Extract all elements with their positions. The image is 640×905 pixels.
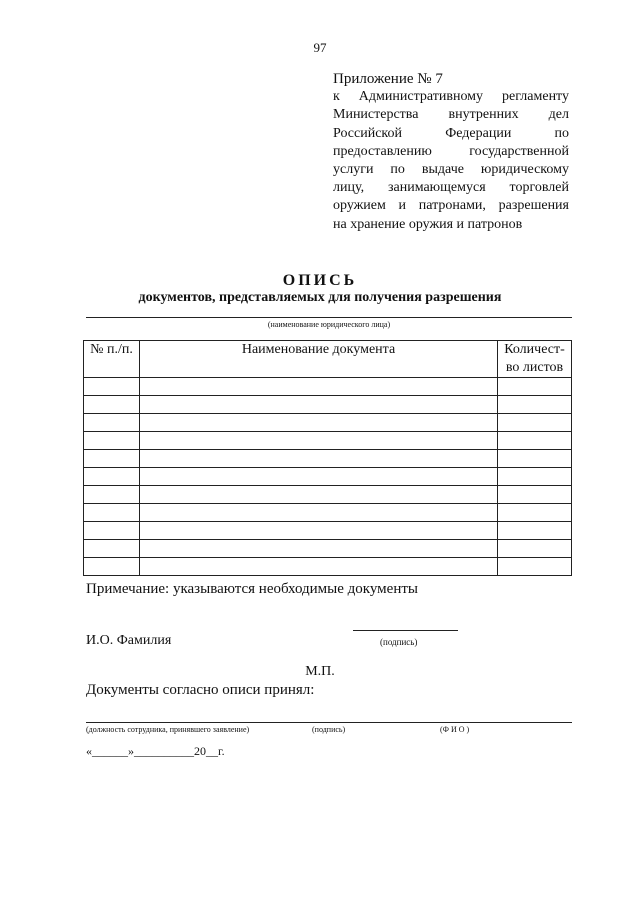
table-row	[84, 504, 572, 522]
organization-name-line[interactable]	[86, 317, 572, 318]
organization-name-caption: (наименование юридического лица)	[267, 320, 391, 329]
cell-document-name[interactable]	[140, 414, 498, 432]
cell-number[interactable]	[84, 540, 140, 558]
position-caption: (должность сотрудника, принявшего заявление)	[86, 725, 250, 734]
appendix-block	[333, 70, 569, 234]
cell-sheet-count[interactable]	[498, 450, 572, 468]
table-row	[84, 486, 572, 504]
appendix-line: услуги по выдаче юридическому	[333, 162, 569, 178]
receiver-line[interactable]	[86, 722, 572, 723]
cell-sheet-count[interactable]	[498, 522, 572, 540]
cell-document-name[interactable]	[140, 504, 498, 522]
cell-sheet-count[interactable]	[498, 558, 572, 576]
cell-number[interactable]	[84, 558, 140, 576]
cell-document-name[interactable]	[140, 468, 498, 486]
cell-document-name[interactable]	[140, 486, 498, 504]
signature-line[interactable]	[353, 630, 458, 631]
header-number: № п./п.	[84, 341, 140, 378]
accepted-label: Документы согласно описи принял:	[86, 682, 315, 698]
page-number: 97	[313, 40, 327, 55]
cell-sheet-count[interactable]	[498, 432, 572, 450]
cell-number[interactable]	[84, 378, 140, 396]
appendix-line: оружием и патронами, разрешения	[333, 198, 569, 214]
table-row	[84, 432, 572, 450]
appendix-title: Приложение № 7	[333, 71, 443, 87]
appendix-line: Российской Федерации по	[333, 125, 569, 141]
table-row	[84, 522, 572, 540]
table-row	[84, 468, 572, 486]
table-row	[84, 450, 572, 468]
cell-sheet-count[interactable]	[498, 414, 572, 432]
cell-number[interactable]	[84, 414, 140, 432]
appendix-line: предоставлению государственной	[333, 143, 569, 159]
appendix-line: Министерства внутренних дел	[333, 107, 569, 123]
cell-document-name[interactable]	[140, 540, 498, 558]
appendix-line: к Административному регламенту	[333, 89, 569, 105]
table-row	[84, 540, 572, 558]
cell-document-name[interactable]	[140, 432, 498, 450]
cell-sheet-count[interactable]	[498, 504, 572, 522]
cell-document-name[interactable]	[140, 522, 498, 540]
cell-sheet-count[interactable]	[498, 486, 572, 504]
table-row	[84, 396, 572, 414]
cell-sheet-count[interactable]	[498, 396, 572, 414]
cell-document-name[interactable]	[140, 450, 498, 468]
appendix-line: на хранение оружия и патронов	[333, 216, 523, 232]
cell-sheet-count[interactable]	[498, 468, 572, 486]
documents-table	[83, 340, 572, 576]
receiver-signature-caption: (подпись)	[312, 725, 346, 734]
header-sheet-count	[498, 341, 572, 378]
header-sheet-count-line2: во листов	[505, 360, 564, 375]
cell-document-name[interactable]	[140, 378, 498, 396]
cell-number[interactable]	[84, 432, 140, 450]
table-header-row	[84, 341, 572, 378]
cell-number[interactable]	[84, 468, 140, 486]
cell-number[interactable]	[84, 486, 140, 504]
cell-document-name[interactable]	[140, 396, 498, 414]
table-row	[84, 414, 572, 432]
cell-document-name[interactable]	[140, 558, 498, 576]
cell-sheet-count[interactable]	[498, 540, 572, 558]
header-sheet-count-line1: Количест-	[504, 342, 565, 357]
cell-number[interactable]	[84, 450, 140, 468]
date-line[interactable]: «______»__________20__г.	[86, 744, 225, 758]
cell-number[interactable]	[84, 522, 140, 540]
table-body	[84, 378, 572, 576]
cell-number[interactable]	[84, 504, 140, 522]
name-label: И.О. Фамилия	[86, 633, 172, 648]
cell-number[interactable]	[84, 396, 140, 414]
stamp-place: М.П.	[305, 664, 335, 679]
signature-caption: (подпись)	[380, 637, 418, 647]
table-row	[84, 378, 572, 396]
appendix-line: лицу, занимающемуся торговлей	[333, 180, 569, 196]
fio-caption: (Ф И О )	[440, 725, 470, 734]
document-subtitle: документов, представляемых для получения разрешения	[138, 290, 502, 305]
document-title: ОПИСЬ	[282, 272, 358, 289]
cell-sheet-count[interactable]	[498, 378, 572, 396]
table-row	[84, 558, 572, 576]
header-document-name: Наименование документа	[140, 341, 498, 378]
note-text: Примечание: указываются необходимые документы	[86, 581, 418, 597]
